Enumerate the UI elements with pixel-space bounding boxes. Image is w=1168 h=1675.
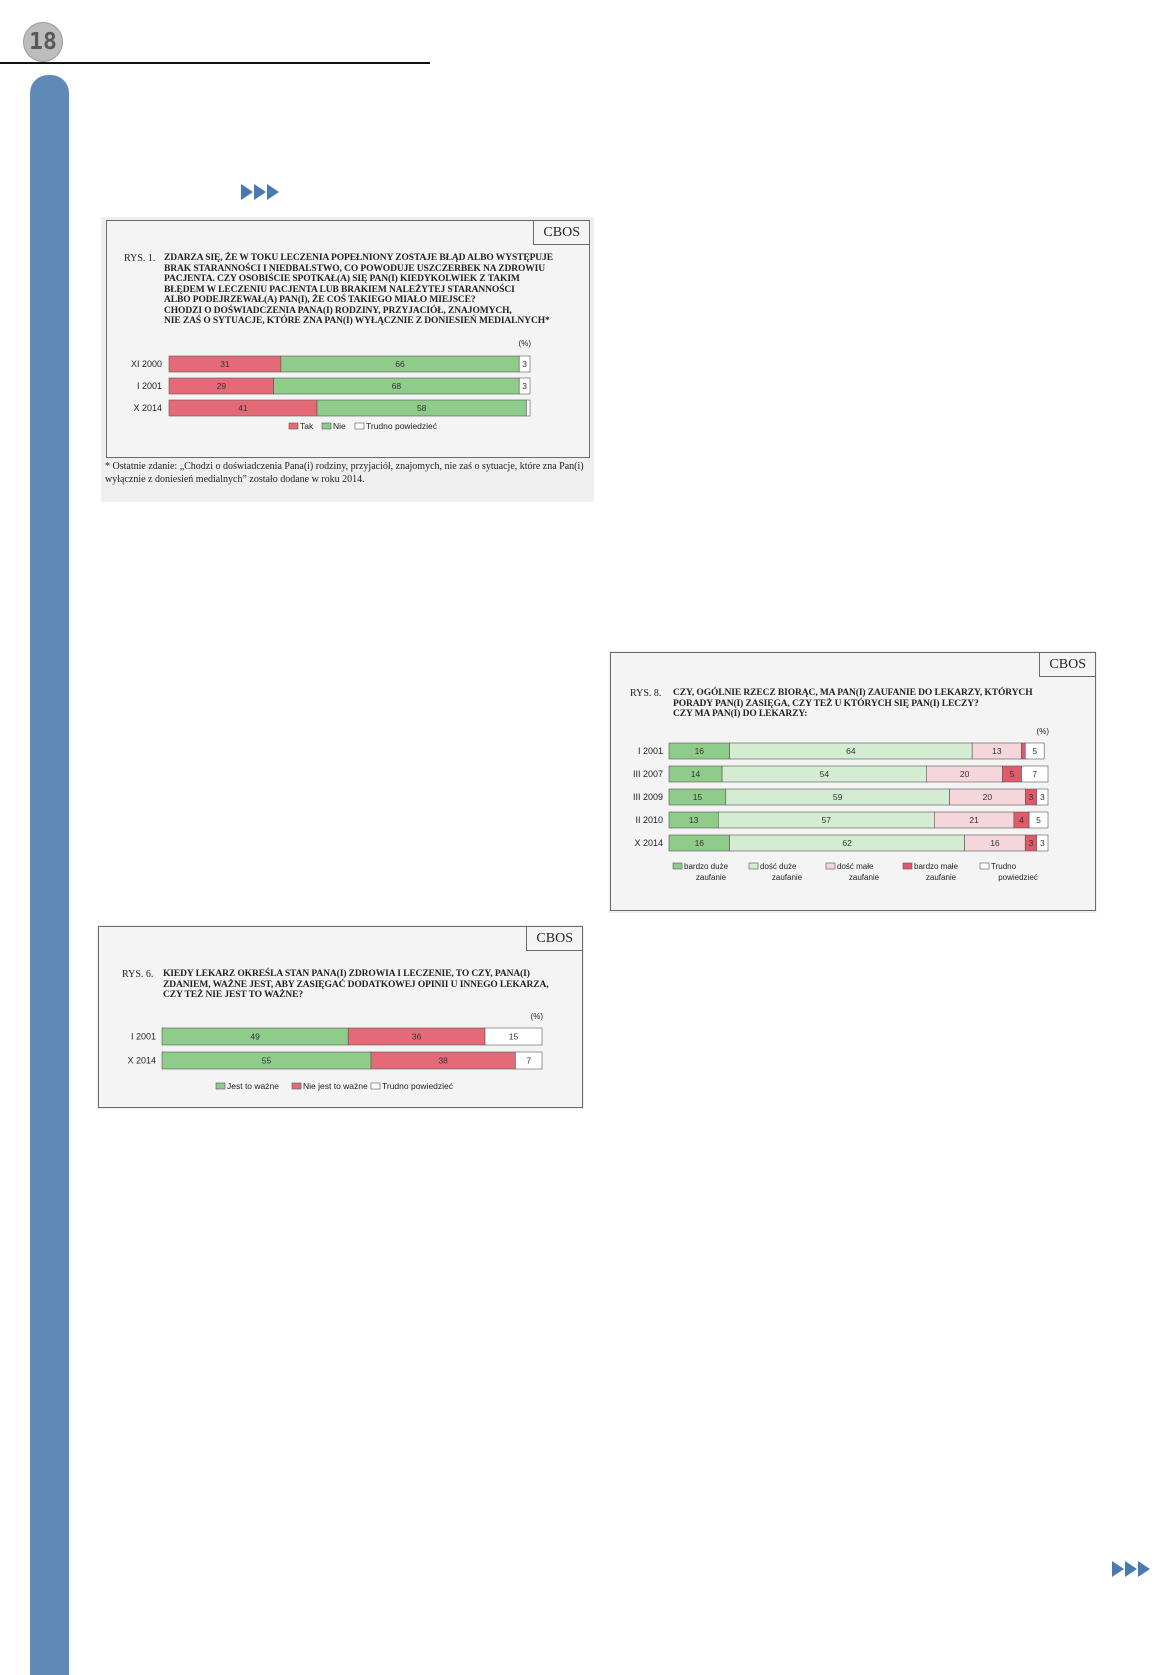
- legend-swatch: [903, 863, 912, 869]
- data-label: 38: [438, 1055, 448, 1066]
- data-label: 36: [411, 1031, 422, 1042]
- data-label: 3: [1039, 792, 1045, 802]
- source-label: CBOS: [1039, 652, 1096, 677]
- legend-swatch: [322, 423, 331, 429]
- category-label: I 2001: [136, 381, 162, 391]
- chart-fig1: [107, 221, 589, 457]
- data-label: 64: [846, 746, 856, 756]
- legend-swatch: [826, 863, 835, 869]
- figure-8-frame: [610, 652, 1096, 911]
- legend-label: zaufanie: [695, 873, 727, 882]
- figure-number: RYS. 8.: [630, 688, 662, 699]
- unit-label: (%): [518, 339, 531, 348]
- figure-1-frame: [106, 220, 590, 458]
- legend-label: Tak: [300, 421, 314, 431]
- legend-swatch: [216, 1083, 225, 1089]
- data-label: 4: [1019, 815, 1024, 825]
- data-label: 21: [969, 815, 979, 825]
- data-label: 66: [395, 359, 405, 369]
- category-label: X 2014: [133, 403, 162, 413]
- source-label: CBOS: [526, 926, 583, 951]
- data-label: 55: [261, 1055, 272, 1066]
- data-label: 16: [694, 746, 705, 756]
- data-label: 13: [992, 746, 1002, 756]
- figure-6-frame: [98, 926, 583, 1108]
- legend-label: zaufanie: [848, 873, 880, 882]
- data-label: 62: [842, 838, 852, 848]
- data-label: 20: [959, 769, 970, 779]
- figure-number: RYS. 1.: [124, 253, 156, 264]
- data-label: 58: [416, 403, 427, 413]
- figure-number: RYS. 6.: [122, 969, 154, 980]
- sidebar-decoration: [30, 75, 69, 1675]
- data-label: 16: [990, 838, 1000, 848]
- data-label: 29: [216, 381, 227, 391]
- unit-label: (%): [530, 1012, 543, 1021]
- figure-question: ZDARZA SIĘ, ŻE W TOKU LECZENIA POPEŁNIONY ZOSTAJE BŁĄD ALBO WYSTĘPUJE BRAK STARANNOŚCI I NIEDBALSTWO, CO POWODUJE USZCZERBEK NA ZDROWIU PACJENTA. CZY OSOBIŚCIE SPOTKAŁ(A) SIĘ PAN(I) KIEDYKOLWIEK Z TAKIM BŁĘDEM W LECZENIU PACJENTA LUB BRAKIEM NALEŻYTEJ STARANNOŚCI ALBO PODEJRZEWAŁ(A) PAN(I), ŻE COŚ TAKIEGO MIAŁO MIEJSCE? CHODZI O DOŚWIADCZENIA PANA(I) RODZINY, PRZYJACIÓŁ, ZNAJOMYCH, NIE ZAŚ O SYTUACJE, KTÓRE ZNA PAN(I) WYŁĄCZNIE Z DONIESIEŃ MEDIALNYCH*: [164, 253, 553, 326]
- data-label: 5: [1036, 815, 1041, 825]
- figure-footnote: * Ostatnie zdanie: „Chodzi o doświadczenia Pana(i) rodziny, przyjaciół, znajomych, nie zaś o sytuacje, które zna Pan(i) wyłącznie z doniesień medialnych” zostało dodane w roku 2014.: [105, 461, 584, 485]
- category-label: X 2014: [127, 1055, 156, 1066]
- figure-6: [97, 925, 584, 1109]
- data-label: 68: [391, 381, 402, 391]
- data-label: 13: [688, 815, 699, 825]
- data-label: 5: [1032, 746, 1038, 756]
- category-label: III 2009: [632, 792, 663, 802]
- data-label: 49: [250, 1031, 260, 1042]
- category-label: II 2010: [635, 815, 663, 825]
- data-label: 54: [819, 769, 830, 779]
- data-label: 7: [1032, 769, 1038, 779]
- bar-segment: [526, 400, 530, 416]
- data-label: 59: [832, 792, 843, 802]
- legend-swatch: [355, 423, 364, 429]
- header-rule: [0, 62, 430, 64]
- legend-label: zaufanie: [771, 873, 803, 882]
- legend-label: powiedzieć: [998, 873, 1038, 882]
- bar-segment: [1022, 743, 1026, 759]
- figure-question: KIEDY LEKARZ OKREŚLA STAN PANA(I) ZDROWIA I LECZENIE, TO CZY, PANA(I) ZDANIEM, WAŻNE JEST, ABY ZASIĘGAĆ DODATKOWEJ OPINII U INNEGO LEKARZA, CZY TEŻ NIE JEST TO WAŻNE?: [163, 969, 549, 1000]
- legend-swatch: [292, 1083, 301, 1089]
- unit-label: (%): [1036, 727, 1049, 736]
- next-page-arrows-icon: [1112, 1561, 1151, 1577]
- continue-arrows-icon: [241, 184, 280, 200]
- data-label: 41: [238, 403, 248, 413]
- legend-label: dość duże: [760, 862, 797, 871]
- legend-label: Nie jest to ważne: [303, 1081, 368, 1091]
- legend-label: Nie: [333, 421, 346, 431]
- legend-swatch: [289, 423, 298, 429]
- legend-swatch: [749, 863, 758, 869]
- data-label: 3: [1028, 792, 1034, 802]
- legend-swatch: [673, 863, 682, 869]
- data-label: 57: [821, 815, 832, 825]
- data-label: 31: [220, 359, 230, 369]
- legend-label: Jest to ważne: [227, 1081, 279, 1091]
- data-label: 5: [1009, 769, 1015, 779]
- data-label: 20: [982, 792, 993, 802]
- data-label: 7: [526, 1055, 532, 1066]
- chart-fig8: [611, 653, 1095, 910]
- data-label: 15: [692, 792, 703, 802]
- figure-1: [101, 217, 594, 502]
- figure-question: CZY, OGÓLNIE RZECZ BIORĄC, MA PAN(I) ZAUFANIE DO LEKARZY, KTÓRYCH PORADY PAN(I) ZASIĘGA, CZY TEŻ U KTÓRYCH SIĘ PAN(I) LECZY? CZY MA PAN(I) DO LEKARZY:: [673, 688, 1033, 719]
- legend-label: Trudno powiedzieć: [366, 421, 438, 431]
- data-label: 3: [522, 359, 527, 369]
- legend-label: zaufanie: [925, 873, 957, 882]
- figure-8: [609, 651, 1097, 913]
- category-label: III 2007: [632, 769, 663, 779]
- data-label: 14: [690, 769, 701, 779]
- data-label: 3: [1028, 838, 1034, 848]
- category-label: X 2014: [634, 838, 663, 848]
- page-number-badge: 18: [23, 22, 63, 62]
- legend-label: bardzo małe: [914, 862, 959, 871]
- chart-fig6: [99, 927, 582, 1107]
- category-label: I 2001: [637, 746, 663, 756]
- legend-label: bardzo duże: [684, 862, 729, 871]
- data-label: 3: [1039, 838, 1045, 848]
- category-label: I 2001: [130, 1031, 156, 1042]
- source-label: CBOS: [533, 220, 590, 245]
- category-label: XI 2000: [130, 359, 162, 369]
- data-label: 3: [522, 381, 527, 391]
- data-label: 16: [694, 838, 705, 848]
- legend-label: dość małe: [837, 862, 874, 871]
- legend-label: Trudno: [991, 862, 1017, 871]
- data-label: 15: [508, 1031, 519, 1042]
- legend-swatch: [980, 863, 989, 869]
- legend-label: Trudno powiedzieć: [382, 1081, 454, 1091]
- legend-swatch: [371, 1083, 380, 1089]
